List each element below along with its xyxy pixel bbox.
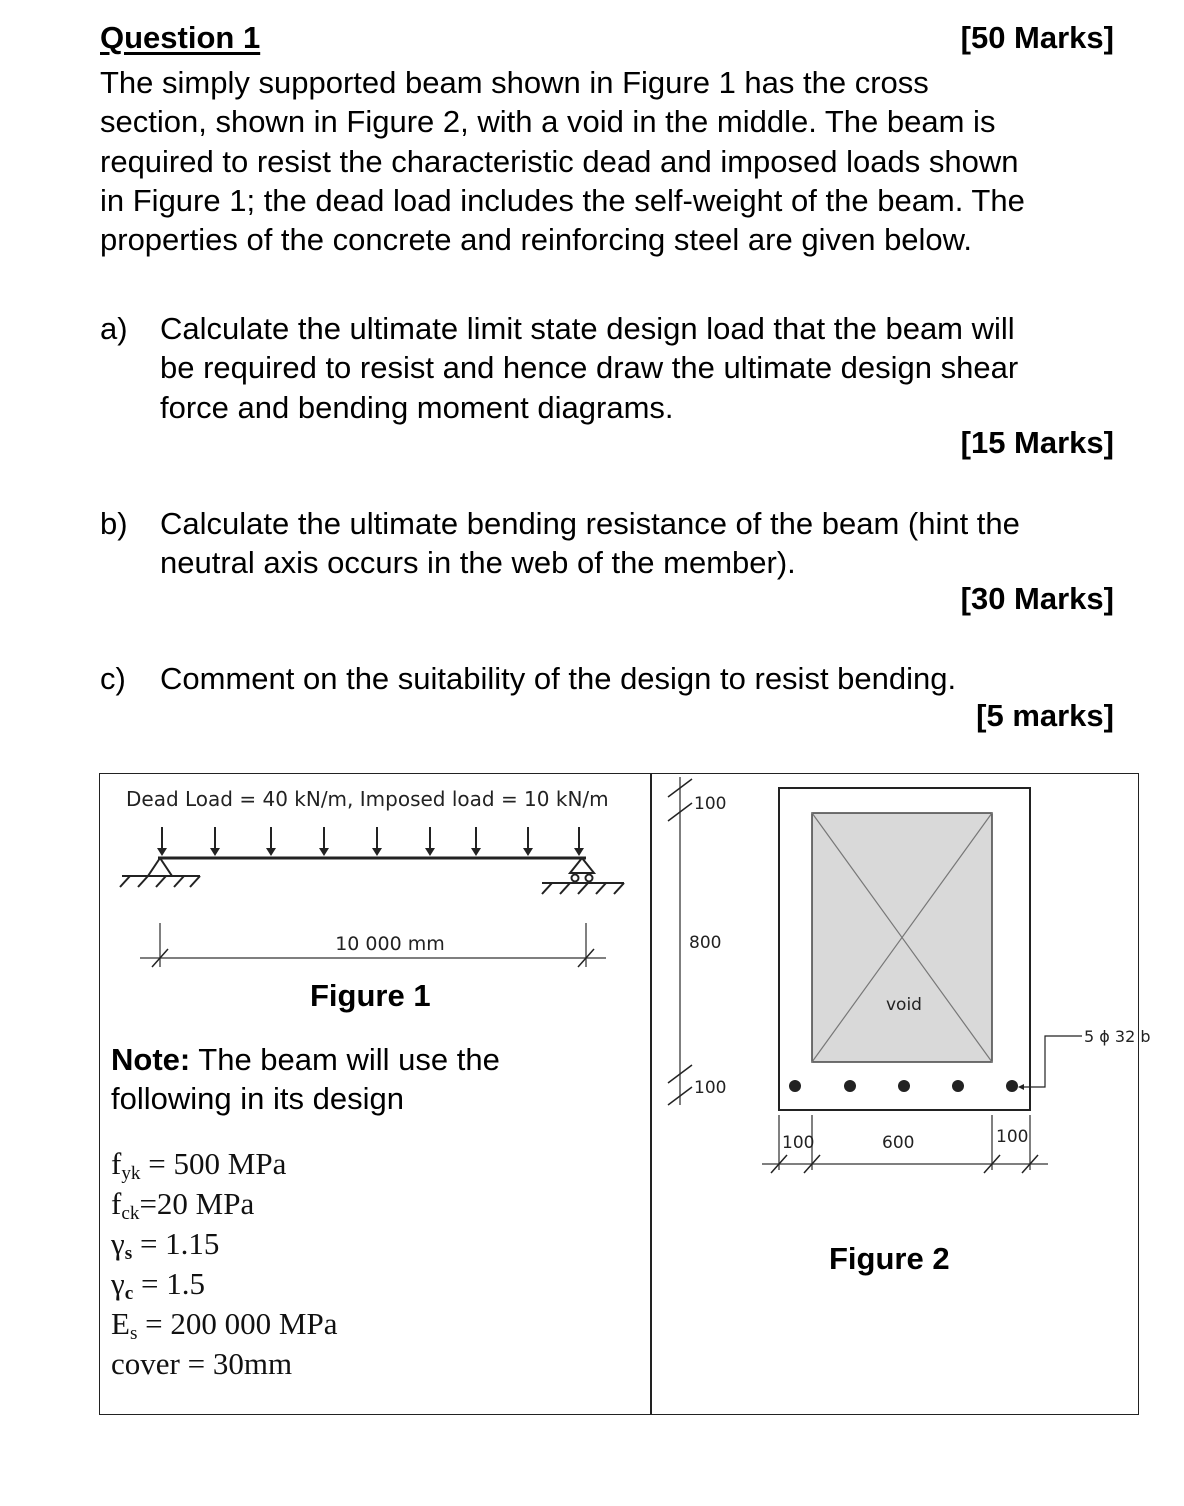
load-arrow bbox=[425, 827, 435, 856]
void-label: void bbox=[886, 995, 922, 1015]
dim-right-label: 100 bbox=[996, 1127, 1029, 1147]
dim-top-label: 100 bbox=[694, 794, 727, 814]
right-roller-support bbox=[542, 858, 624, 894]
note-line1: The beam will use the bbox=[190, 1042, 500, 1077]
load-arrow bbox=[157, 827, 167, 856]
dim-left-label: 100 bbox=[782, 1133, 815, 1153]
part-b-marks: [30 Marks] bbox=[960, 581, 1114, 616]
material-properties bbox=[111, 1144, 337, 1384]
left-pin-support bbox=[120, 858, 200, 887]
load-arrow bbox=[523, 827, 533, 856]
intro-line: The simply supported beam shown in Figure 1 has the cross bbox=[100, 65, 929, 100]
intro-paragraph bbox=[100, 63, 1130, 259]
load-arrow bbox=[319, 827, 329, 856]
load-arrows bbox=[157, 827, 584, 856]
figure2-cross-section bbox=[652, 775, 1151, 1195]
part-a-line: Calculate the ultimate limit state design load that the beam will bbox=[160, 311, 1015, 346]
part-b-text bbox=[160, 504, 1140, 583]
rebar-label: 5 ϕ 32 b bbox=[1084, 1027, 1151, 1046]
rebar bbox=[1006, 1080, 1018, 1092]
rebar bbox=[789, 1080, 801, 1092]
property-fyk: $f_{yk} = 500$ MPa bbox=[111, 1146, 287, 1184]
property-cover: cover = 30mm bbox=[111, 1346, 293, 1381]
intro-line: required to resist the characteristic dead and imposed loads shown bbox=[100, 143, 1019, 179]
dim-mid-label: 800 bbox=[689, 933, 722, 953]
intro-line: in Figure 1; the dead load includes the self-weight of the beam. The bbox=[100, 182, 1025, 218]
dim-center-label: 600 bbox=[882, 1133, 915, 1153]
note-line2: following in its design bbox=[111, 1081, 404, 1116]
part-c-line: Comment on the suitability of the design to resist bending. bbox=[160, 661, 957, 696]
figure1-beam-diagram bbox=[100, 775, 648, 1005]
part-a-marks: [15 Marks] bbox=[960, 425, 1114, 460]
load-arrow bbox=[266, 827, 276, 856]
part-b-letter: b) bbox=[100, 506, 128, 541]
question-marks: [50 Marks] bbox=[960, 20, 1114, 55]
note-label: Note: bbox=[111, 1042, 191, 1077]
part-c-text bbox=[160, 659, 1140, 698]
part-a-letter: a) bbox=[100, 311, 128, 346]
question-title: Question 1 bbox=[100, 20, 261, 55]
rebar bbox=[952, 1080, 964, 1092]
load-arrow bbox=[372, 827, 382, 856]
load-label: Dead Load = 40 kN/m, Imposed load = 10 kN/m bbox=[126, 787, 609, 811]
dim-bottom-label: 100 bbox=[694, 1078, 727, 1098]
load-arrow bbox=[210, 827, 220, 856]
part-a-line: force and bending moment diagrams. bbox=[160, 389, 674, 425]
property-es: $E_s = 200$ 000 MPa bbox=[111, 1306, 338, 1344]
part-a-text bbox=[160, 309, 1140, 427]
property-gamma-c: $\gamma_c = 1.5$ bbox=[111, 1266, 205, 1304]
span-label: 10 000 mm bbox=[335, 933, 445, 955]
figure2-caption: Figure 2 bbox=[829, 1241, 950, 1276]
load-arrow bbox=[574, 827, 584, 856]
design-note bbox=[111, 1040, 500, 1118]
part-c-letter: c) bbox=[100, 661, 126, 696]
part-b-line: Calculate the ultimate bending resistance of the beam (hint the bbox=[160, 506, 1020, 541]
part-c-marks: [5 marks] bbox=[976, 698, 1114, 733]
intro-line: properties of the concrete and reinforcing steel are given below. bbox=[100, 222, 972, 258]
property-gamma-s: $\gamma_s = 1.15$ bbox=[111, 1226, 220, 1264]
intro-line: section, shown in Figure 2, with a void in the middle. The beam is bbox=[100, 104, 996, 140]
figure1-caption: Figure 1 bbox=[310, 978, 431, 1013]
rebar bbox=[898, 1080, 910, 1092]
part-b-line: neutral axis occurs in the web of the member). bbox=[160, 545, 796, 581]
part-a-line: be required to resist and hence draw the ultimate design shear bbox=[160, 350, 1019, 386]
property-fck: $f_{ck}=20$ MPa bbox=[111, 1186, 255, 1224]
rebar bbox=[844, 1080, 856, 1092]
load-arrow bbox=[471, 827, 481, 856]
